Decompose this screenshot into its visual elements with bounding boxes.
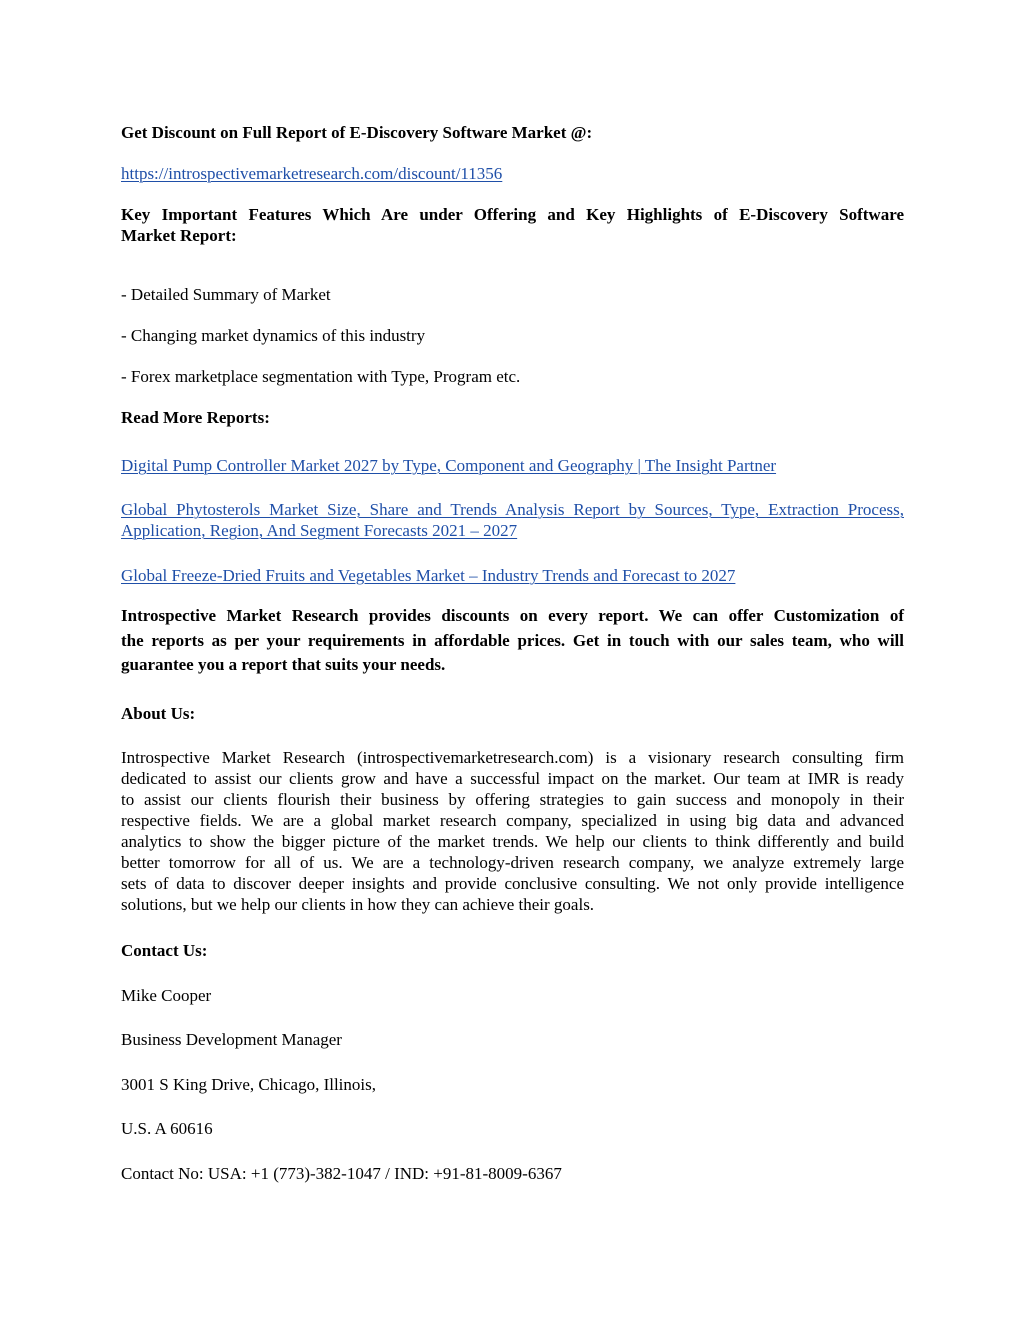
about-line: solutions, but we help our clients in how they can achieve their goals.	[121, 895, 595, 914]
about-line: Introspective Market Research (introspectivemarketresearch.com) is a visionary research consulting firm	[121, 748, 904, 767]
discount-link[interactable]: https://introspectivemarketresearch.com/discount/11356	[121, 164, 503, 183]
read-more-heading: Read More Reports:	[121, 408, 270, 427]
feature-item: - Changing market dynamics of this industry	[121, 326, 426, 345]
about-line: respective fields. We are a global market research company, specialized in using big data and advanced	[121, 811, 904, 830]
feature-item: - Detailed Summary of Market	[121, 285, 331, 304]
contact-phone: Contact No: USA: +1 (773)-382-1047 / IND: +91-81-8009-6367	[121, 1164, 562, 1183]
about-line: analytics to show the bigger picture of the market trends. We help our clients to think differently and build	[121, 832, 904, 851]
features-heading-line-2: Market Report:	[121, 226, 237, 245]
contact-title: Business Development Manager	[121, 1030, 342, 1049]
about-line: to assist our clients flourish their business by offering strategies to gain success and monopoly in their	[121, 790, 904, 809]
report-link-digital-pump[interactable]: Digital Pump Controller Market 2027 by Type, Component and Geography | The Insight Partner	[121, 456, 777, 475]
report-link-phytosterols[interactable]	[121, 499, 904, 541]
contact-country-zip: U.S. A 60616	[121, 1119, 213, 1138]
features-heading-line-1: Key Important Features Which Are under Offering and Key Highlights of E-Discovery Software	[121, 205, 904, 224]
contact-address: 3001 S King Drive, Chicago, Illinois,	[121, 1075, 376, 1094]
features-heading	[121, 204, 904, 246]
about-line: dedicated to assist our clients grow and have a successful impact on the market. Our team at IMR is ready	[121, 769, 904, 788]
report-link-phytosterols-line-2[interactable]: Application, Region, And Segment Forecasts 2021 – 2027	[121, 521, 518, 540]
report-link-freeze-dried[interactable]: Global Freeze-Dried Fruits and Vegetables Market – Industry Trends and Forecast to 2027	[121, 566, 736, 585]
about-heading: About Us:	[121, 704, 196, 723]
about-line: better tomorrow for all of us. We are a technology-driven research company, we analyze extremely large	[121, 853, 904, 872]
discount-paragraph-line: the reports as per your requirements in affordable prices. Get in touch with our sales team, who will	[121, 630, 904, 650]
discount-heading: Get Discount on Full Report of E-Discovery Software Market @:	[121, 123, 593, 142]
discount-paragraph-line: Introspective Market Research provides discounts on every report. We can offer Customization of	[121, 606, 904, 625]
contact-heading: Contact Us:	[121, 941, 208, 960]
report-link-phytosterols-line-1[interactable]: Global Phytosterols Market Size, Share and Trends Analysis Report by Sources, Type, Extraction Process,	[121, 500, 904, 519]
about-line: sets of data to discover deeper insights and provide conclusive consulting. We not only provide intelligence	[121, 874, 904, 893]
feature-item: - Forex marketplace segmentation with Type, Program etc.	[121, 367, 521, 386]
discount-paragraph-line: guarantee you a report that suits your needs.	[121, 655, 446, 674]
about-paragraph	[121, 747, 904, 915]
contact-name: Mike Cooper	[121, 986, 212, 1005]
discount-paragraph	[121, 604, 904, 678]
